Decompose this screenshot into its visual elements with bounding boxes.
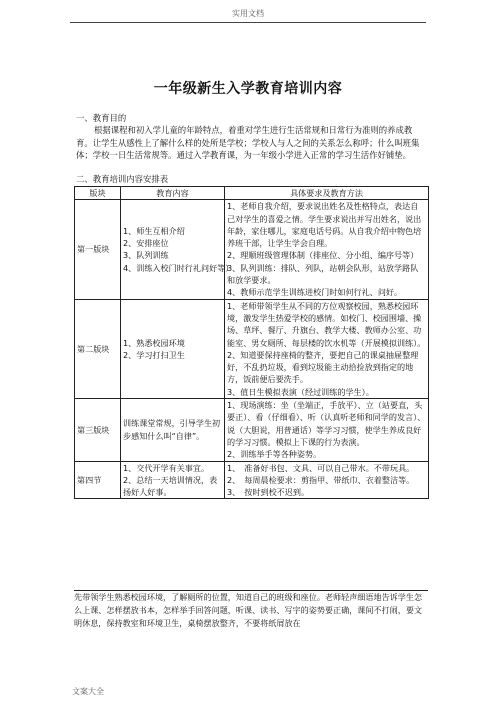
table-header-content: 教育内容 xyxy=(121,187,225,200)
table-row xyxy=(75,461,429,499)
block-label: 第一版块 xyxy=(75,200,121,299)
table-header-row xyxy=(75,187,429,200)
detail-item: 3、值日生模拟表演（经过训练的学生）。 xyxy=(227,386,374,397)
page-title: 一年级新生入学教育培训内容 xyxy=(153,81,343,97)
content-cell xyxy=(121,299,225,398)
content-cell xyxy=(121,399,225,461)
details-cell xyxy=(225,299,429,398)
section-heading-schedule: 二、教育培训内容安排表 xyxy=(76,174,169,184)
detail-item: 1、老师自我介绍，要求说出姓名及性格特点，表达自己对学生的喜爱之情。学生要求说出并写出姓名，说出年龄，家住哪儿，家庭电话号码。从自我介绍中物色培养班干部，让学生学会自理。 xyxy=(227,201,422,249)
content-cell xyxy=(121,461,225,499)
header-divider xyxy=(70,22,426,23)
details-cell xyxy=(225,461,429,499)
detail-item: 3、 按时到校不迟到。 xyxy=(227,487,310,498)
table-row xyxy=(75,299,429,398)
content-item: 1、师生互相介绍 xyxy=(123,225,185,236)
block-label: 第三版块 xyxy=(75,399,121,461)
content-cell xyxy=(121,200,234,299)
details-cell xyxy=(225,399,429,461)
content-item: 2、总结一天培训情况，表扬好人好事。 xyxy=(123,474,218,498)
table-row xyxy=(75,399,429,461)
table-row xyxy=(75,200,429,299)
content-item: 2、学习打扫卫生 xyxy=(123,349,185,360)
detail-item: 1、老师带领学生从不同的方位观察校园，熟悉校园环境，激发学生热爱学校的感情。如校门、校园围墙、操场、草坪、餐厅、升旗台、教学大楼、教师办公室、功能室、男女厕所、每层楼的饮水机等（开展模拟训练）。 xyxy=(227,300,426,348)
detail-item: 2、训练举手等各种姿势。 xyxy=(227,449,322,460)
detail-item: 3、队列训练：排队、列队，站朝会队形，站放学路队和放学要求。 xyxy=(227,262,419,286)
continuation-paragraph: 先带领学生熟悉校园环境，了解厕所的位置，知道自己的班级和座位。老师轻声细语地告诉学生怎么上课、怎样摆放书本，怎样举手回答问题，听课、读书、写字的姿势要正确，课间不打闹，要文明休息，保持教室和环境卫生，桌椅摆放整齐，不要将纸屑放在 xyxy=(74,590,428,630)
footer-note: 文案大全 xyxy=(72,687,104,696)
table-header-block: 版块 xyxy=(75,187,121,200)
content-item: 1、熟悉校园环境 xyxy=(123,337,185,348)
training-schedule-table xyxy=(74,186,429,499)
details-cell xyxy=(225,200,429,299)
section-paragraph-purpose: 根据课程和初入学儿童的年龄特点，着重对学生进行生活常规和日常行为准则的养成教育。让学生从感性上了解什么样的处所是学校；学校人与人之间的关系怎么称呼；什么叫班集体；学校一日生活常规等。通过入学教育课，为一年级小学进入正常的学习生活作好铺垫。 xyxy=(76,125,420,161)
content-item: 训练课堂常规，引导学生初步感知什么叫“自律”。 xyxy=(123,418,221,441)
content-item: 4、训练入校门时行礼问好等） xyxy=(123,262,234,273)
detail-item: 2、 每周晨检要求：剪指甲、带纸巾、衣着整洁等。 xyxy=(227,474,415,485)
detail-item: 1、现场演练：坐（坐端正，手放平）、立（站要直，头要正）、看（仔细看）、听（认真听老师和同学的发言）、说（大胆说，用普通话）等学习习惯，使学生养成良好的学习习惯。模拟上下课的行为表演。 xyxy=(227,400,426,447)
header-note: 实用文档 xyxy=(232,9,264,18)
content-item: 3、队列训练 xyxy=(123,250,169,261)
detail-item: 2、理顺班级管理体制（排座位、分小组、编序号等） xyxy=(227,250,419,261)
content-item: 1、交代开学有关事宜。 xyxy=(123,462,210,473)
content-item: 2、安排座位 xyxy=(123,238,169,249)
section-heading-purpose: 一、教育目的 xyxy=(76,113,127,123)
block-label: 第二版块 xyxy=(75,299,121,398)
table-header-details: 具体要求及教育方法 xyxy=(225,187,429,200)
detail-item: 1、 准备好书包、文具、可以自己带水。不带玩具。 xyxy=(227,462,415,473)
detail-item: 2、知道要保持座椅的整齐，要把自己的课桌抽屉整理好，不乱扔垃圾，看到垃圾能主动拾捡放到指定的地方，饭前便后要洗手。 xyxy=(227,349,419,385)
detail-item: 4、教师示范学生训练进校门时如何行礼、问好。 xyxy=(227,287,403,298)
block-label: 第四节 xyxy=(75,461,121,499)
